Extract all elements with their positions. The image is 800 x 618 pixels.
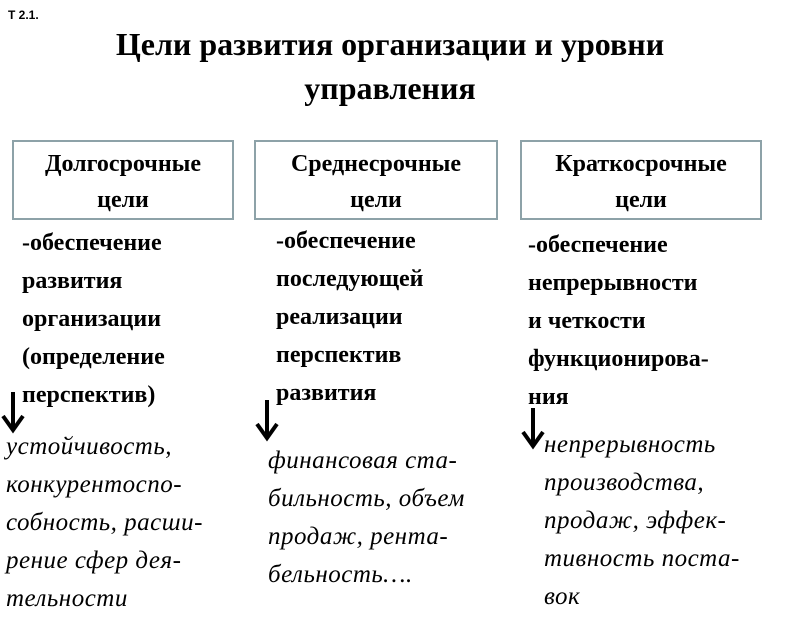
- title-line-1: Цели развития организации и уровни: [115, 26, 665, 62]
- slide-number-label: Т 2.1.: [8, 8, 39, 22]
- outcome-line: продаж, эффек-: [544, 507, 727, 534]
- outcome-line: финансовая ста-: [268, 447, 458, 474]
- medium-term-outcome: [268, 442, 465, 594]
- long-term-outcome: [6, 428, 203, 618]
- short-term-outcome: [544, 426, 740, 616]
- medium-term-goals-box: [254, 140, 498, 220]
- description-line: -обеспечение: [528, 232, 668, 258]
- box-label-line: Среднесрочные: [290, 151, 462, 177]
- description-line: (определение: [22, 344, 165, 370]
- outcome-line: бильность, объем: [268, 485, 465, 512]
- outcome-line: тельности: [6, 585, 128, 612]
- outcome-line: собность, расши-: [6, 509, 203, 536]
- description-line: последующей: [276, 266, 424, 292]
- description-line: -обеспечение: [22, 230, 162, 256]
- description-line: развития: [22, 268, 123, 294]
- description-line: организации: [22, 306, 162, 332]
- description-line: ния: [528, 384, 569, 410]
- medium-term-description: [276, 222, 424, 412]
- arrow-down-icon: [520, 406, 546, 450]
- box-label-line: цели: [615, 187, 667, 213]
- description-line: реализации: [276, 304, 403, 330]
- page-title: [0, 22, 780, 110]
- box-label-line: цели: [97, 187, 149, 213]
- description-line: функционирова-: [528, 346, 709, 372]
- description-line: перспектив): [22, 382, 156, 408]
- outcome-line: тивность поста-: [544, 545, 740, 572]
- outcome-line: производства,: [544, 469, 705, 496]
- arrow-down-icon: [254, 398, 280, 442]
- description-line: развития: [276, 380, 377, 406]
- outcome-line: непрерывность: [544, 431, 716, 458]
- description-line: и четкости: [528, 308, 646, 334]
- outcome-line: рение сфер дея-: [6, 547, 182, 574]
- long-term-goals-box: [12, 140, 234, 220]
- title-line-2: управления: [304, 70, 476, 106]
- outcome-line: вок: [544, 583, 581, 610]
- short-term-description: [528, 226, 709, 416]
- description-line: -обеспечение: [276, 228, 416, 254]
- box-label-line: цели: [350, 187, 402, 213]
- box-label-line: Краткосрочные: [555, 151, 727, 177]
- description-line: перспектив: [276, 342, 402, 368]
- outcome-line: продаж, рента-: [268, 523, 449, 550]
- box-label-line: Долгосрочные: [44, 151, 202, 177]
- outcome-line: конкурентоспо-: [6, 471, 183, 498]
- short-term-goals-box: [520, 140, 762, 220]
- description-line: непрерывности: [528, 270, 698, 296]
- outcome-line: бельность….: [268, 561, 413, 588]
- outcome-line: устойчивость,: [6, 433, 172, 460]
- long-term-description: [22, 224, 165, 414]
